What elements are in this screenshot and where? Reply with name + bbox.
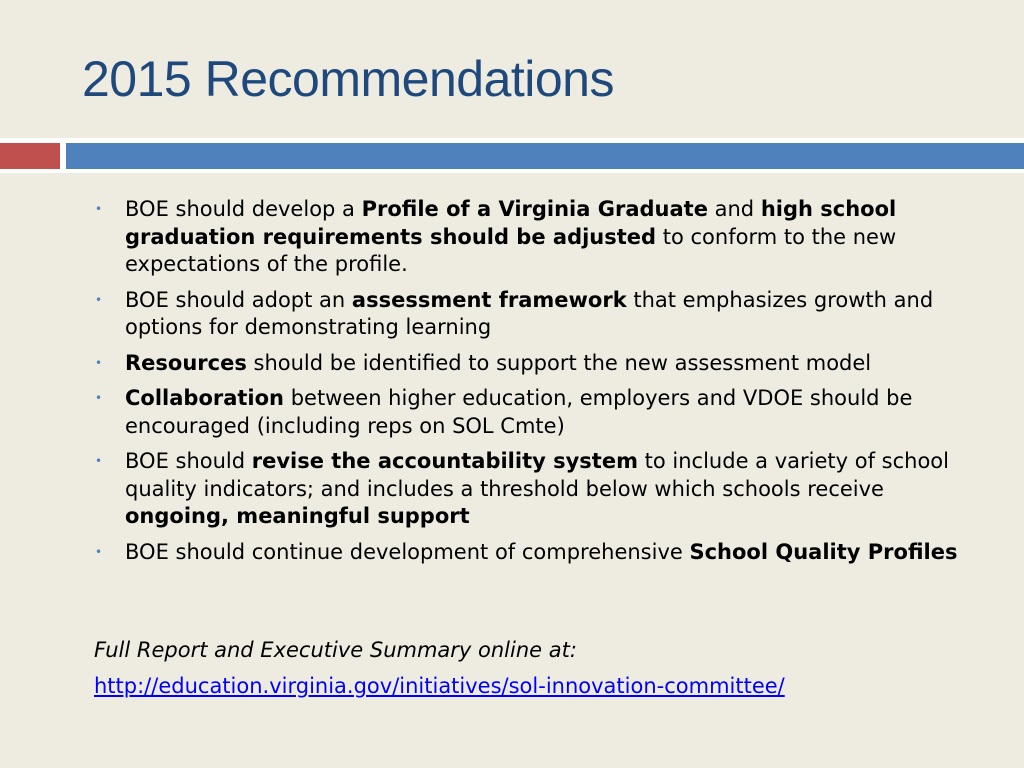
bullet-icon: • <box>95 391 103 405</box>
bold-text: assessment framework <box>351 287 627 312</box>
bold-text: ongoing, meaningful support <box>125 504 470 528</box>
text: that emphasizes growth and options for demonstrating learning <box>125 287 934 339</box>
text: BOE should continue development of comprehensive <box>125 539 690 564</box>
list-item <box>95 448 985 531</box>
bold-text: Collaboration <box>125 386 285 410</box>
text: and <box>707 197 761 221</box>
bullet-icon: • <box>95 292 103 307</box>
bullet-icon: • <box>95 202 103 216</box>
list-item <box>95 385 985 440</box>
bold-text: Resources <box>125 350 247 375</box>
bold-text: high school graduation requirements should be adjusted <box>125 197 897 249</box>
report-note: Full Report and Executive Summary online at: <box>94 638 577 662</box>
list-item <box>95 539 985 567</box>
text: to include a variety of school quality indicators; and includes a threshold below which schools receive <box>125 449 949 501</box>
text: between higher education, employers and VDOE should be encouraged (including reps on SOL Cmte) <box>125 386 913 438</box>
text: BOE should adopt an <box>125 287 352 312</box>
text: BOE should develop a <box>125 197 362 221</box>
accent-bar-red <box>0 143 60 169</box>
list-item <box>95 350 985 378</box>
bold-text: Profile of a Virginia Graduate <box>361 197 708 221</box>
text: BOE should <box>125 449 252 473</box>
bullet-icon: • <box>95 355 103 370</box>
recommendation-list <box>95 196 985 574</box>
accent-bar-blue <box>66 143 1024 169</box>
report-link[interactable]: http://education.virginia.gov/initiatives/sol-innovation-committee/ <box>94 674 785 698</box>
bold-text: revise the accountability system <box>251 449 638 473</box>
list-item <box>95 287 985 342</box>
text: should be identified to support the new assessment model <box>246 350 872 375</box>
bullet-icon: • <box>95 454 103 468</box>
list-item <box>95 196 985 279</box>
bullet-icon: • <box>95 544 103 559</box>
text: to conform to the new expectations of the profile. <box>125 224 897 276</box>
bold-text: School Quality Profiles <box>689 539 958 564</box>
slide-title: 2015 Recommendations <box>82 51 614 107</box>
